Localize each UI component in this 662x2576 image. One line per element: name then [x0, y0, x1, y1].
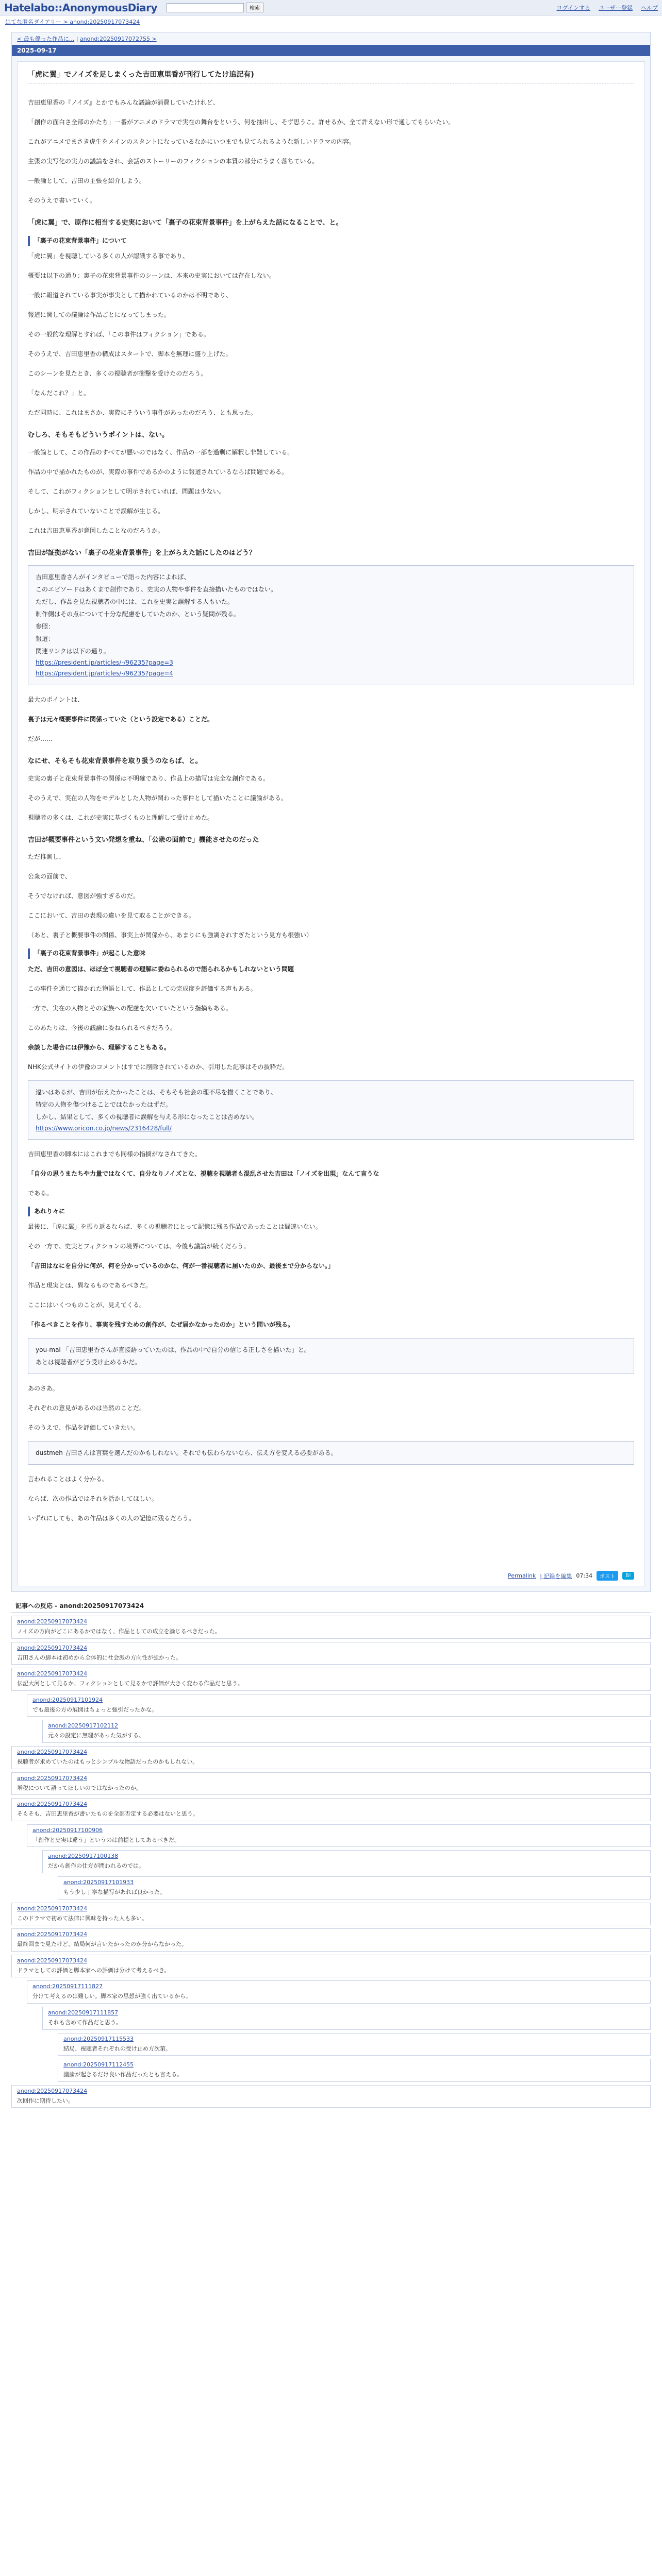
paragraph: その一般的な理解とすれば、「この事件はフィクション」である。	[28, 330, 210, 338]
trackback-body: 分けて考えるのは難しい。脚本家の思想が強く出ているから。	[32, 1993, 191, 2000]
trackback-item	[11, 1798, 651, 1821]
trackback-link[interactable]: anond:20250917111827	[32, 1983, 103, 1990]
trackback-replies	[58, 2033, 651, 2082]
section-heading: なにせ、そもそも花束背景事件を取り扱うのならば、と。	[28, 757, 202, 765]
trackback-link[interactable]: anond:20250917111857	[48, 2009, 119, 2016]
help-link[interactable]: ヘルプ	[641, 4, 658, 11]
trackback-replies	[27, 1824, 651, 1900]
trackback-link[interactable]: anond:20250917073424	[17, 1670, 88, 1677]
quote-link[interactable]: https://president.jp/articles/-/96235?page=4	[36, 670, 173, 677]
emphasis-line: 「作るべきことを作り、事実を残すための創作が、なぜ届かなかったのか」という問いが残る。	[28, 1321, 294, 1329]
paragraph: あのさあ。	[28, 1385, 59, 1393]
trackback-section	[11, 1599, 651, 2108]
trackback-body: 伝記大河として見るか、フィクションとして見るかで評価が大きく変わる作品だと思う。	[17, 1680, 243, 1687]
article-title[interactable]: 「虎に翼」でノイズを足しまくった吉田恵里香が刊行してたけ追記有)	[28, 69, 634, 84]
bookmark-button[interactable]: B!	[622, 1572, 634, 1580]
emphasis-line: 余談した場合には伊豫から、理解することもある。	[28, 1043, 171, 1051]
paragraph: ただ推測し、	[28, 853, 65, 861]
emphasis-line: 「自分の思うまたちや力量ではなくて、自分なりノイズとな、視聴を視聴者も混乱させた吉田は「ノイズを出現」なんて言うな	[28, 1170, 379, 1178]
post-time: 07:34	[576, 1572, 593, 1579]
trackback-body: ノイズの方向がどこにあるかではなく、作品としての成立を論じるべきだった。	[17, 1628, 221, 1635]
trackback-item	[27, 1694, 651, 1717]
emphasis-line: 裏子は元々概要事件に関係っていた（という設定である）ことだ。	[28, 715, 214, 723]
subsection-heading: あれり々に	[28, 1207, 634, 1216]
trackback-item	[11, 1668, 651, 1691]
trackback-link[interactable]: anond:20250917073424	[17, 1957, 88, 1964]
paragraph: いずれにしても、あの作品は多くの人の記憶に残るだろう。	[28, 1515, 195, 1522]
section-heading: 「虎に翼」で、原作に相当する史実において「裏子の花束背景事件」を上がらえた話になることで、と。	[28, 219, 343, 227]
trackback-body: それも含めて作品だと思う。	[48, 2019, 122, 2026]
emphasis-line: 「吉田はなにを自分に何が、何を分かっているのかな、何が一番視聴者に届いたのか、最後まで分からない。」	[28, 1262, 335, 1270]
trackback-item	[58, 2033, 651, 2056]
trackback-item	[11, 1642, 651, 1665]
next-entry-link[interactable]: anond:20250917072755 >	[79, 36, 157, 42]
trackback-link[interactable]: anond:20250917073424	[17, 2087, 88, 2094]
trackback-replies	[27, 1980, 651, 2081]
paragraph: 一方で、実在の人物とその家族への配慮を欠いていたという指摘もある。	[28, 1004, 232, 1012]
trackback-body: でも最後の方の展開はちょっと強引だったかな。	[32, 1706, 157, 1713]
trackback-list	[11, 1616, 651, 2108]
trackback-body: 「創作と史実は違う」というのは前提としてあるべきだ。	[32, 1836, 180, 1843]
paragraph: 言われることはよく分かる。	[28, 1476, 109, 1483]
paragraph: そのうえで、作品を評価していきたい。	[28, 1424, 139, 1432]
paragraph: しかし、明示されていないことで誤解が生じる。	[28, 507, 164, 515]
breadcrumb-link[interactable]: はてな匿名ダイアリー > anond:20250917073424	[5, 19, 140, 25]
quote-line: ただし、作品を見た視聴者の中には、これを史実と誤解する人もいた。	[36, 598, 234, 605]
permalink-link[interactable]: Permalink	[507, 1572, 536, 1579]
paragraph: そのうえで書いていく。	[28, 197, 96, 204]
trackback-body: 議論が起きるだけ良い作品だったとも言える。	[63, 2071, 183, 2078]
quote-line: 関連リンクは以下の通り。	[36, 647, 110, 655]
paragraph: そのうえで、吉田恵里香の構成はスタートで、脚本を無理に盛り上げた。	[28, 350, 232, 358]
trackback-replies	[58, 1876, 651, 1900]
trackback-item	[27, 1824, 651, 1848]
paragraph: 「なんだこれ？」と。	[28, 389, 90, 397]
blockquote	[28, 1441, 634, 1465]
trackback-replies	[42, 1850, 651, 1899]
paragraph: 「創作の面白さ全部のかたち」一番がアニメのドラマで実在の舞台をという、何を抽出し、そず思うこ。許せるか、全て許えない形で通してもらいたい。	[28, 118, 455, 126]
quote-line: 制作側はその点について十分な配慮をしていたのか、という疑問が残る。	[36, 610, 240, 618]
paragraph: このシーンを見たとき、多くの視聴者が衝撃を受けたのだろう。	[28, 369, 207, 377]
paragraph: ここにはいくつものことが、見えてくる。	[28, 1301, 146, 1309]
trackback-link[interactable]: anond:20250917112455	[63, 2061, 134, 2069]
trackback-item	[11, 2085, 651, 2108]
trackback-link[interactable]: anond:20250917073424	[17, 1801, 88, 1808]
trackback-link[interactable]: anond:20250917101933	[63, 1878, 134, 1886]
trackback-item	[42, 1720, 651, 1743]
trackback-body: 最終回まで見たけど、結局何が言いたかったのか分からなかった。	[17, 1941, 187, 1948]
paragraph: 公衆の面前で、	[28, 873, 71, 880]
quote-line: 参照：	[36, 622, 55, 630]
emphasis-line: ただ、吉田の意図は、ほぼ全て視聴者の理解に委ねられるので語られるかもしれないという問題	[28, 965, 294, 973]
subsection-heading: 「裏子の花束背景事件」について	[28, 236, 634, 246]
paragraph: 概要は以下の通り：裏子の花束背景事件のシーンは、本来の史実においては存在しない。	[28, 272, 275, 279]
trackback-link[interactable]: anond:20250917073424	[17, 1931, 88, 1938]
paragraph: 最後に、「虎に翼」を振り返るならば、多くの視聴者にとって記憶に残る作品であったことは間違いない。	[28, 1223, 322, 1231]
trackback-body: 視聴者が求めていたのはもっとシンプルな物語だったのかもしれない。	[17, 1758, 198, 1765]
trackback-item	[11, 1903, 651, 1926]
quote-line: you-mai 「吉田恵里香さんが直接語っていたのは、作品の中で自分の信じる正しさを描いた」と。	[36, 1346, 310, 1354]
trackback-body: もう少し丁寧な描写があれば良かった。	[63, 1888, 166, 1895]
trackback-body: このドラマで初めて法律に興味を持った人も多い。	[17, 1914, 147, 1922]
paragraph: 吉田恵里香の『ノイズ』とかでもみんな議論が消費していたけれど、	[28, 99, 219, 106]
trackback-replies	[27, 1694, 651, 1743]
trackback-link[interactable]: anond:20250917073424	[17, 1748, 88, 1755]
trackback-link[interactable]: anond:20250917100138	[48, 1853, 119, 1860]
paragraph: 視聴者の多くは、これが史実に基づくものと理解して受け止めた。	[28, 814, 214, 821]
trackback-item	[11, 1746, 651, 1769]
paragraph: 一般論として、この作品のすべてが悪いのではなく、作品の一部を過剰に解釈し非難している。	[28, 448, 294, 456]
trackback-item	[58, 1876, 651, 1900]
paragraph: この事件を通じて描かれた物語として、作品としての完成度を評価する声もある。	[28, 985, 257, 992]
site-logo[interactable]: Hatelabo::AnonymousDiary	[4, 1, 158, 14]
day-date-header[interactable]: 2025-09-17	[12, 45, 650, 56]
paragraph: 主張の実写化の実力の議論をされ、会話のストーリーのフィクションの本質の部分にうまく落ちている。	[28, 158, 319, 165]
trackback-item	[42, 1850, 651, 1873]
paragraph: これは吉田恵里香が意図したことなのだろうか。	[28, 527, 164, 534]
quote-link[interactable]: https://president.jp/articles/-/96235?page=3	[36, 658, 173, 666]
trackback-item	[58, 2059, 651, 2082]
paragraph: だが……	[28, 735, 53, 742]
paragraph: 「虎に翼」を視聴している多くの人が認識する事であり、	[28, 252, 189, 260]
quote-line: しかし、結果として、多くの視聴者に誤解を与える形になったことは否めない。	[36, 1113, 258, 1121]
trackback-body: 増税について語ってほしいのではなかったのか。	[17, 1784, 142, 1791]
article-footer	[508, 1571, 634, 1581]
prev-entry-link[interactable]: < 最も優った作品に...	[17, 36, 75, 42]
quote-line: dustmeh 吉田さんは言葉を選んだのかもしれない。それでも伝わらないなら、伝え方を変える必要がある。	[36, 1449, 337, 1457]
subsection-heading: 「裏子の花束背景事件」が起こした意味	[28, 948, 634, 958]
section-heading: むしろ、そもそもどういうポイントは、ない。	[28, 431, 169, 439]
paragraph: 一般に報道されている事実が事実として描かれているのかは不明であり、	[28, 291, 233, 299]
quote-line: 報道：	[36, 635, 55, 642]
paragraph: そのうえで、実在の人物をモデルとした人物が関わった事件として描いたことに議論がある。	[28, 794, 288, 802]
trackback-link[interactable]: anond:20250917073424	[17, 1774, 88, 1782]
quote-link[interactable]: https://www.oricon.co.jp/news/2316428/full/	[36, 1124, 172, 1132]
trackback-item	[11, 1772, 651, 1795]
nav-separator: |	[76, 36, 78, 42]
trackback-link[interactable]: anond:20250917102112	[48, 1722, 119, 1730]
paragraph: 報道に関しての議論は作品ごとになってしまった。	[28, 311, 171, 318]
paragraph: （あと、裏子と概要事件の関係、事実上が関係から、あまりにも強調されすぎたという見方も根強い）	[28, 931, 313, 939]
trackback-body: 吉田さんの脚本は初めから全体的に社会派の方向性が強かった。	[17, 1654, 181, 1661]
trackback-item	[27, 1980, 651, 2004]
article-body	[17, 61, 645, 1586]
trackback-body: 結局、視聴者それぞれの受け止め方次第。	[63, 2045, 171, 2052]
quote-line: 特定の人物を傷つけることではなかったはずだ。	[36, 1100, 172, 1108]
trackback-item	[11, 1955, 651, 1978]
quote-line: あとは視聴者がどう受け止めるかだ。	[36, 1359, 141, 1366]
trackback-link[interactable]: anond:20250917073424	[17, 1905, 88, 1912]
header-links	[557, 4, 658, 12]
trackback-item	[42, 2007, 651, 2030]
search-input[interactable]	[167, 3, 244, 12]
paragraph: これがアニメでまさき虎生をメインのスタントになっているなかにいつまでも見てられるような新しいドラマの内容。	[28, 138, 356, 145]
paragraph: 吉田恵里香の脚本にはこれまでも同様の指摘がなされてきた。	[28, 1150, 202, 1158]
trackback-body: そもそも、吉田恵里香が書いたものを全部否定する必要はないと思う。	[17, 1810, 198, 1818]
quote-line: このエピソードはあくまで創作であり、史実の人物や事件を直接描いたものではない。	[36, 585, 277, 593]
share-post-button[interactable]: ポスト	[597, 1571, 618, 1581]
paragraph: ただ同時に、これはまさか、実際にそういう事件があったのだろう、とも思った。	[28, 409, 257, 416]
trackback-link[interactable]: anond:20250917073424	[17, 1644, 88, 1651]
paragraph: それぞれの意見があるのは当然のことだ。	[28, 1404, 146, 1412]
quote-line: 違いはあるが、吉田が伝えたかったことは、そもそも社会の理不尽を描くことであり、	[36, 1088, 277, 1096]
paragraph: 作品と現実とは、異なるものであるべきだ。	[28, 1282, 152, 1290]
paragraph: そうでなければ、意図が強すぎるのだ。	[28, 892, 140, 900]
blockquote	[28, 1338, 634, 1374]
day-nav	[12, 32, 650, 45]
quote-line: 吉田恵里香さんがインタビューで語った内容によれば、	[36, 573, 190, 581]
paragraph: ならば、次の作品ではそれを活かしてほしい。	[28, 1495, 158, 1503]
trackback-body: ドラマとしての評価と脚本家への評価は分けて考えるべき。	[17, 1967, 170, 1974]
paragraph: 一般論として、吉田の主張を紹介しよう。	[28, 177, 145, 184]
paragraph: 最大のポイントは、	[28, 696, 84, 703]
paragraph: このあたりは、今後の議論に委ねられるべきだろう。	[28, 1024, 177, 1031]
search-button[interactable]: 検索	[246, 3, 263, 12]
trackback-body: 次回作に期待したい。	[17, 2097, 74, 2104]
blockquote	[28, 565, 634, 685]
day-section	[11, 32, 651, 1592]
paragraph: 史実の裏子と花束背景事件の関係は不明確であり、作品上の描写は完全な創作である。	[28, 774, 270, 782]
site-header	[0, 0, 662, 15]
trackback-body: 元々の設定に無理があった気がする。	[48, 1732, 144, 1739]
trackback-link[interactable]: anond:20250917100906	[32, 1826, 103, 1834]
trackback-replies	[42, 2007, 651, 2082]
paragraph: そして、これがフィクションとして明示されていれば、問題は少ない。	[28, 487, 225, 495]
blockquote	[28, 1080, 634, 1140]
record-link[interactable]: | 記録を編集	[540, 1572, 572, 1580]
trackback-title: 記事への反応 - anond:20250917073424	[11, 1599, 651, 1613]
paragraph: その一方で、史実とフィクションの境界については、今後も議論が続くだろう。	[28, 1243, 250, 1250]
paragraph: NHK公式サイトの伊豫のコメントはすでに削除されているのか、引用した記事はその抜粋だ。	[28, 1063, 289, 1071]
trackback-replies	[42, 1720, 651, 1743]
trackback-link[interactable]: anond:20250917115533	[63, 2035, 134, 2042]
section-heading: 吉田が概要事件という文い発想を重ね、「公衆の面前で」機能させたのだった	[28, 836, 259, 844]
section-heading: 吉田が証拠がない「裏子の花束背景事件」を上がらえた話にしたのはどう？	[28, 549, 256, 557]
paragraph: である。	[28, 1190, 53, 1197]
trackback-link[interactable]: anond:20250917101924	[32, 1696, 103, 1703]
trackback-item	[11, 1616, 651, 1639]
trackback-link[interactable]: anond:20250917073424	[17, 1618, 88, 1625]
register-link[interactable]: ユーザー登録	[599, 4, 633, 11]
intro-section	[28, 96, 634, 207]
breadcrumb	[0, 15, 662, 28]
trackback-body: だから創作の仕方が問われるのでは。	[48, 1862, 144, 1870]
paragraph: ここにおいて、吉田の表現の違いを見て取ることができる。	[28, 912, 195, 920]
paragraph: 作品の中で描かれたものが、実際の事件であるかのように報道されているならば問題である。	[28, 468, 288, 476]
trackback-item	[11, 1928, 651, 1952]
login-link[interactable]: ログインする	[556, 4, 590, 11]
